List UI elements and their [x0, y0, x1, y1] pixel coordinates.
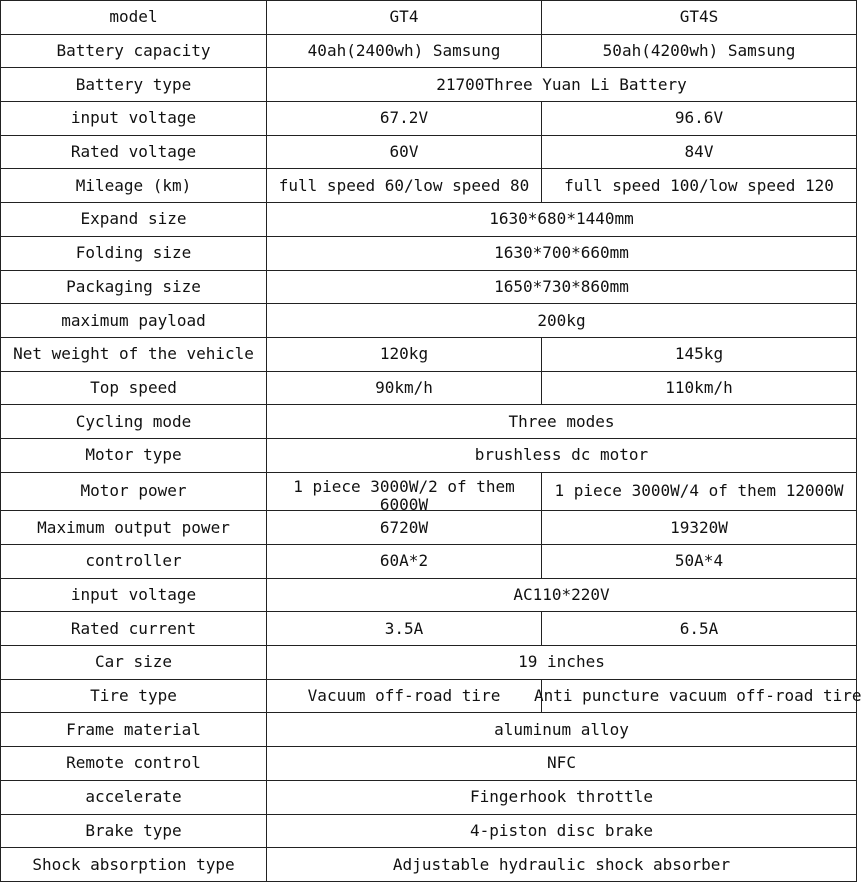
row-label: accelerate — [1, 780, 267, 814]
gt4-value: 40ah(2400wh) Samsung — [267, 34, 542, 68]
gt4s-value: 50ah(4200wh) Samsung — [542, 34, 857, 68]
table-row — [1, 713, 857, 747]
row-label: maximum payload — [1, 304, 267, 338]
gt4s-value: 145kg — [542, 337, 857, 371]
row-label: Rated voltage — [1, 135, 267, 169]
gt4-value: Vacuum off-road tire — [267, 679, 542, 713]
table-row — [1, 270, 857, 304]
row-label: input voltage — [1, 102, 267, 136]
gt4-value: 67.2V — [267, 102, 542, 136]
row-label: Folding size — [1, 236, 267, 270]
row-label: Maximum output power — [1, 511, 267, 545]
shared-value: Three modes — [267, 405, 857, 439]
row-label: Top speed — [1, 371, 267, 405]
shared-value: 4-piston disc brake — [267, 814, 857, 848]
shared-value: Fingerhook throttle — [267, 780, 857, 814]
gt4-value: 6720W — [267, 511, 542, 545]
header-row — [1, 1, 857, 35]
shared-value: 21700Three Yuan Li Battery — [267, 68, 857, 102]
header-model: model — [1, 1, 267, 35]
table-row — [1, 612, 857, 646]
row-label: Frame material — [1, 713, 267, 747]
row-label: Rated current — [1, 612, 267, 646]
gt4-value: 60A*2 — [267, 545, 542, 579]
gt4s-value: 110km/h — [542, 371, 857, 405]
shared-value: AC110*220V — [267, 578, 857, 612]
shared-value: 19 inches — [267, 646, 857, 680]
row-label: input voltage — [1, 578, 267, 612]
table-row — [1, 438, 857, 472]
table-row — [1, 34, 857, 68]
row-label: Motor power — [1, 472, 267, 511]
shared-value: 1650*730*860mm — [267, 270, 857, 304]
gt4s-value: Anti puncture vacuum off-road tire — [542, 679, 857, 713]
gt4-value: 120kg — [267, 337, 542, 371]
row-label: Remote control — [1, 747, 267, 781]
table-row — [1, 169, 857, 203]
row-label: Battery type — [1, 68, 267, 102]
gt4-value: full speed 60/low speed 80 — [267, 169, 542, 203]
gt4-value: 60V — [267, 135, 542, 169]
table-row — [1, 747, 857, 781]
row-label: Car size — [1, 646, 267, 680]
shared-value: NFC — [267, 747, 857, 781]
gt4s-value: full speed 100/low speed 120 — [542, 169, 857, 203]
row-label: Shock absorption type — [1, 848, 267, 882]
header-gt4: GT4 — [267, 1, 542, 35]
table-row — [1, 68, 857, 102]
table-row — [1, 405, 857, 439]
gt4-value: 3.5A — [267, 612, 542, 646]
shared-value: aluminum alloy — [267, 713, 857, 747]
shared-value: 200kg — [267, 304, 857, 338]
table-row — [1, 848, 857, 882]
row-label: Motor type — [1, 438, 267, 472]
table-row — [1, 371, 857, 405]
table-row — [1, 102, 857, 136]
row-label: Packaging size — [1, 270, 267, 304]
row-label: Tire type — [1, 679, 267, 713]
table-row — [1, 679, 857, 713]
table-row — [1, 814, 857, 848]
shared-value: Adjustable hydraulic shock absorber — [267, 848, 857, 882]
row-label: Brake type — [1, 814, 267, 848]
row-label: Mileage (km) — [1, 169, 267, 203]
table-row — [1, 578, 857, 612]
gt4s-value: 50A*4 — [542, 545, 857, 579]
table-row — [1, 135, 857, 169]
row-label: Battery capacity — [1, 34, 267, 68]
table-row — [1, 780, 857, 814]
table-row — [1, 203, 857, 237]
row-label: Net weight of the vehicle — [1, 337, 267, 371]
row-label: controller — [1, 545, 267, 579]
gt4-value-text: 1 piece 3000W/2 of them 6000W — [293, 476, 515, 514]
gt4s-value: 19320W — [542, 511, 857, 545]
gt4s-value: 96.6V — [542, 102, 857, 136]
gt4s-value: 6.5A — [542, 612, 857, 646]
shared-value: brushless dc motor — [267, 438, 857, 472]
table-row — [1, 236, 857, 270]
row-label: Cycling mode — [1, 405, 267, 439]
gt4s-value: 1 piece 3000W/4 of them 12000W — [542, 472, 857, 511]
table-row — [1, 337, 857, 371]
gt4-value — [267, 472, 542, 514]
table-row — [1, 304, 857, 338]
row-label: Expand size — [1, 203, 267, 237]
gt4-value: 90km/h — [267, 371, 542, 405]
gt4s-value: 84V — [542, 135, 857, 169]
table-row — [1, 511, 857, 545]
table-row — [1, 545, 857, 579]
shared-value: 1630*680*1440mm — [267, 203, 857, 237]
table-row — [1, 472, 857, 511]
header-gt4s: GT4S — [542, 1, 857, 35]
table-row — [1, 646, 857, 680]
shared-value: 1630*700*660mm — [267, 236, 857, 270]
